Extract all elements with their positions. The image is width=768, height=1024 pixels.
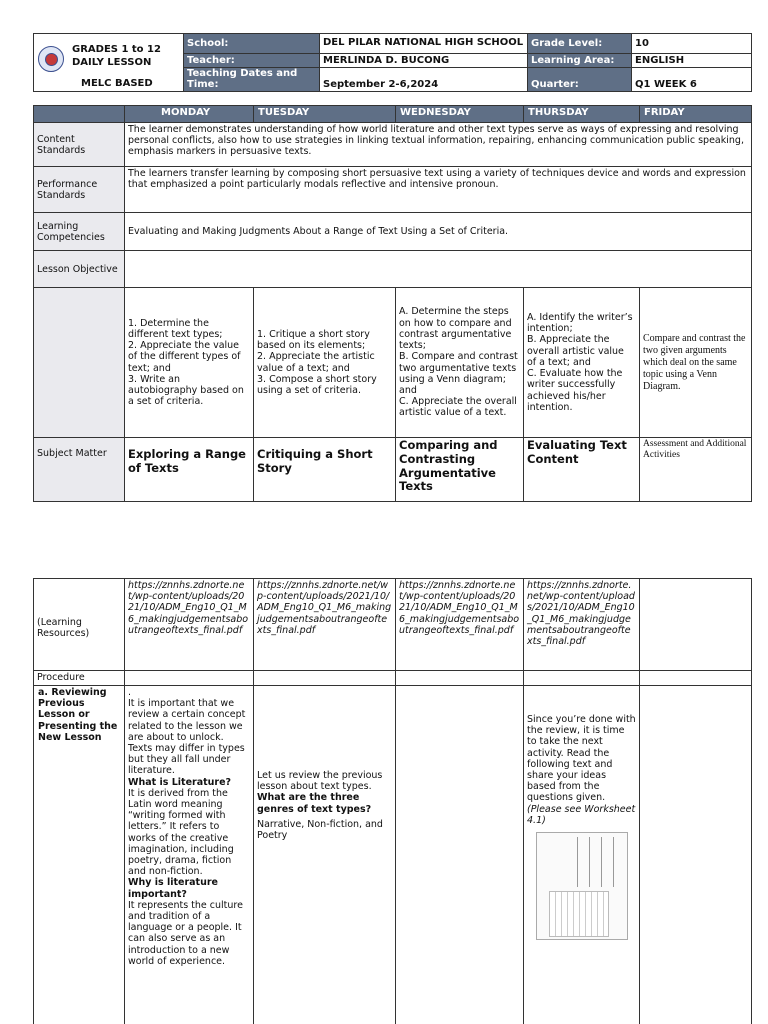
procedure-blank-thu <box>524 671 640 686</box>
quarter-value: Q1 WEEK 6 <box>632 68 752 92</box>
procedure-blank-wed <box>396 671 524 686</box>
mon-question-2: Why is literature important? <box>128 877 218 900</box>
reviewing-tuesday <box>254 686 396 1024</box>
teacher-label: Teacher: <box>184 54 320 68</box>
mon-intro: It is important that we review a certain concept related to the lesson we are about to unlock. Texts may differ in types but they all fall under literature. <box>128 698 246 777</box>
reviewing-friday <box>640 686 752 1024</box>
logo-cell <box>34 34 184 92</box>
objective-wednesday: A. Determine the steps on how to compare and contrast argumentative texts; B. Compare and contrast two argumentative texts using a Venn diagram; and C. Appreciate the overall artistic value of a text. <box>396 288 524 438</box>
grade-label: Grade Level: <box>528 34 632 54</box>
procedure-table <box>33 578 752 1024</box>
melc-label: MELC BASED <box>81 78 153 89</box>
competencies-label: Learning Competencies <box>34 213 125 251</box>
tue-intro: Let us review the previous lesson about text types. <box>257 770 383 793</box>
area-label: Learning Area: <box>528 54 632 68</box>
reviewing-monday <box>125 686 254 1024</box>
reviewing-wednesday <box>396 686 524 1024</box>
area-value: ENGLISH <box>632 54 752 68</box>
day-friday: FRIDAY <box>640 106 752 123</box>
procedure-blank-mon <box>125 671 254 686</box>
procedure-blank-tue <box>254 671 396 686</box>
mon-definition: It is derived from the Latin word meaning “writing formed with letters.” It refers to works of the creative imagination, including poetry, drama, fiction and non-fiction. <box>128 787 234 878</box>
reviewing-label: a. Reviewing Previous Lesson or Presenting the New Lesson <box>34 686 125 1024</box>
objective-tuesday: 1. Critique a short story based on its elements; 2. Appreciate the artistic value of a text; and 3. Compose a short story using a set of criteria. <box>254 288 396 438</box>
performance-standards-text: The learners transfer learning by composing short persuasive text using a variety of techniques device and words and expression that emphasized a point particularly modals reflective and intensive pronoun. <box>125 167 752 213</box>
dates-label: Teaching Dates and Time: <box>184 68 320 92</box>
performance-standards-label: Performance Standards <box>34 167 125 213</box>
resource-link-tuesday[interactable]: https://znnhs.zdnorte.net/wp-content/uploads/2021/10/ADM_Eng10_Q1_M6_makingjudgementsaboutrangeoftexts_final.pdf <box>254 579 396 671</box>
school-label: School: <box>184 34 320 54</box>
objective-blank <box>125 251 752 288</box>
deped-seal-icon <box>38 46 64 72</box>
teacher-value: MERLINDA D. BUCONG <box>320 54 528 68</box>
procedure-label: Procedure <box>34 671 125 686</box>
objective-blank-label <box>34 288 125 438</box>
subject-thursday: Evaluating Text Content <box>524 438 640 502</box>
school-value: DEL PILAR NATIONAL HIGH SCHOOL <box>320 34 528 54</box>
quarter-label: Quarter: <box>528 68 632 92</box>
resource-friday-blank <box>640 579 752 671</box>
worksheet-thumbnail-image <box>536 832 628 940</box>
thu-worksheet-ref: (Please see Worksheet 4.1) <box>527 803 636 826</box>
resource-link-thursday[interactable]: https://znnhs.zdnorte.net/wp-content/uploads/2021/10/ADM_Eng10_Q1_M6_makingjudgementsaboutrangeoftexts_final.pdf <box>524 579 640 671</box>
tue-question: What are the three genres of text types? <box>257 792 372 815</box>
subject-friday: Assessment and Additional Activities <box>640 438 752 502</box>
resources-label: (Learning Resources) <box>34 579 125 671</box>
day-thursday: THURSDAY <box>524 106 640 123</box>
dates-value: September 2-6,2024 <box>320 68 528 92</box>
title-line2: DAILY LESSON <box>72 57 152 68</box>
day-monday: MONDAY <box>125 106 254 123</box>
day-header-blank <box>34 106 125 123</box>
procedure-blank-fri <box>640 671 752 686</box>
mon-question-1: What is Literature? <box>128 776 232 788</box>
objective-monday: 1. Determine the different text types; 2. Appreciate the value of the different types of text; and 3. Write an autobiography based on a set of criteria. <box>125 288 254 438</box>
subject-wednesday: Comparing and Contrasting Argumentative Texts <box>396 438 524 502</box>
grade-value: 10 <box>632 34 752 54</box>
thu-intro: Since you’re done with the review, it is time to take the next activity. Read the following text and share your ideas based from the questions given. <box>527 714 636 804</box>
day-tuesday: TUESDAY <box>254 106 396 123</box>
lesson-table <box>33 105 752 502</box>
mon-importance: It represents the culture and tradition of a language or a people. It can also serve as an introduction to a new world of experience. <box>128 899 243 967</box>
mon-dot: . <box>128 687 132 698</box>
title-line1: GRADES 1 to 12 <box>72 44 161 55</box>
dll-title <box>72 43 161 69</box>
content-standards-label: Content Standards <box>34 123 125 167</box>
subject-monday: Exploring a Range of Texts <box>125 438 254 502</box>
reviewing-thursday <box>524 686 640 1024</box>
subject-matter-label: Subject Matter <box>34 438 125 502</box>
competencies-text: Evaluating and Making Judgments About a Range of Text Using a Set of Criteria. <box>125 213 752 251</box>
resource-link-monday[interactable]: https://znnhs.zdnorte.net/wp-content/uploads/2021/10/ADM_Eng10_Q1_M6_makingjudgementsaboutrangeoftexts_final.pdf <box>125 579 254 671</box>
content-standards-text: The learner demonstrates understanding of how world literature and other text types serve as ways of expressing and resolving personal conflicts, also how to use strategies in linking textual information, repairing, enhancing communication public speaking, emphasis markers in persuasive texts. <box>125 123 752 167</box>
tue-answer: Narrative, Non-fiction, and Poetry <box>257 818 383 842</box>
resource-link-wednesday[interactable]: https://znnhs.zdnorte.net/wp-content/uploads/2021/10/ADM_Eng10_Q1_M6_makingjudgementsaboutrangeoftexts_final.pdf <box>396 579 524 671</box>
objective-thursday: A. Identify the writer’s intention; B. Appreciate the overall artistic value of a text; and C. Evaluate how the writer successfully achieved his/her intention. <box>524 288 640 438</box>
day-wednesday: WEDNESDAY <box>396 106 524 123</box>
objective-label: Lesson Objective <box>34 251 125 288</box>
objective-friday: Compare and contrast the two given arguments which deal on the same topic using a Venn Diagram. <box>640 288 752 438</box>
header-table <box>33 33 752 92</box>
subject-tuesday: Critiquing a Short Story <box>254 438 396 502</box>
